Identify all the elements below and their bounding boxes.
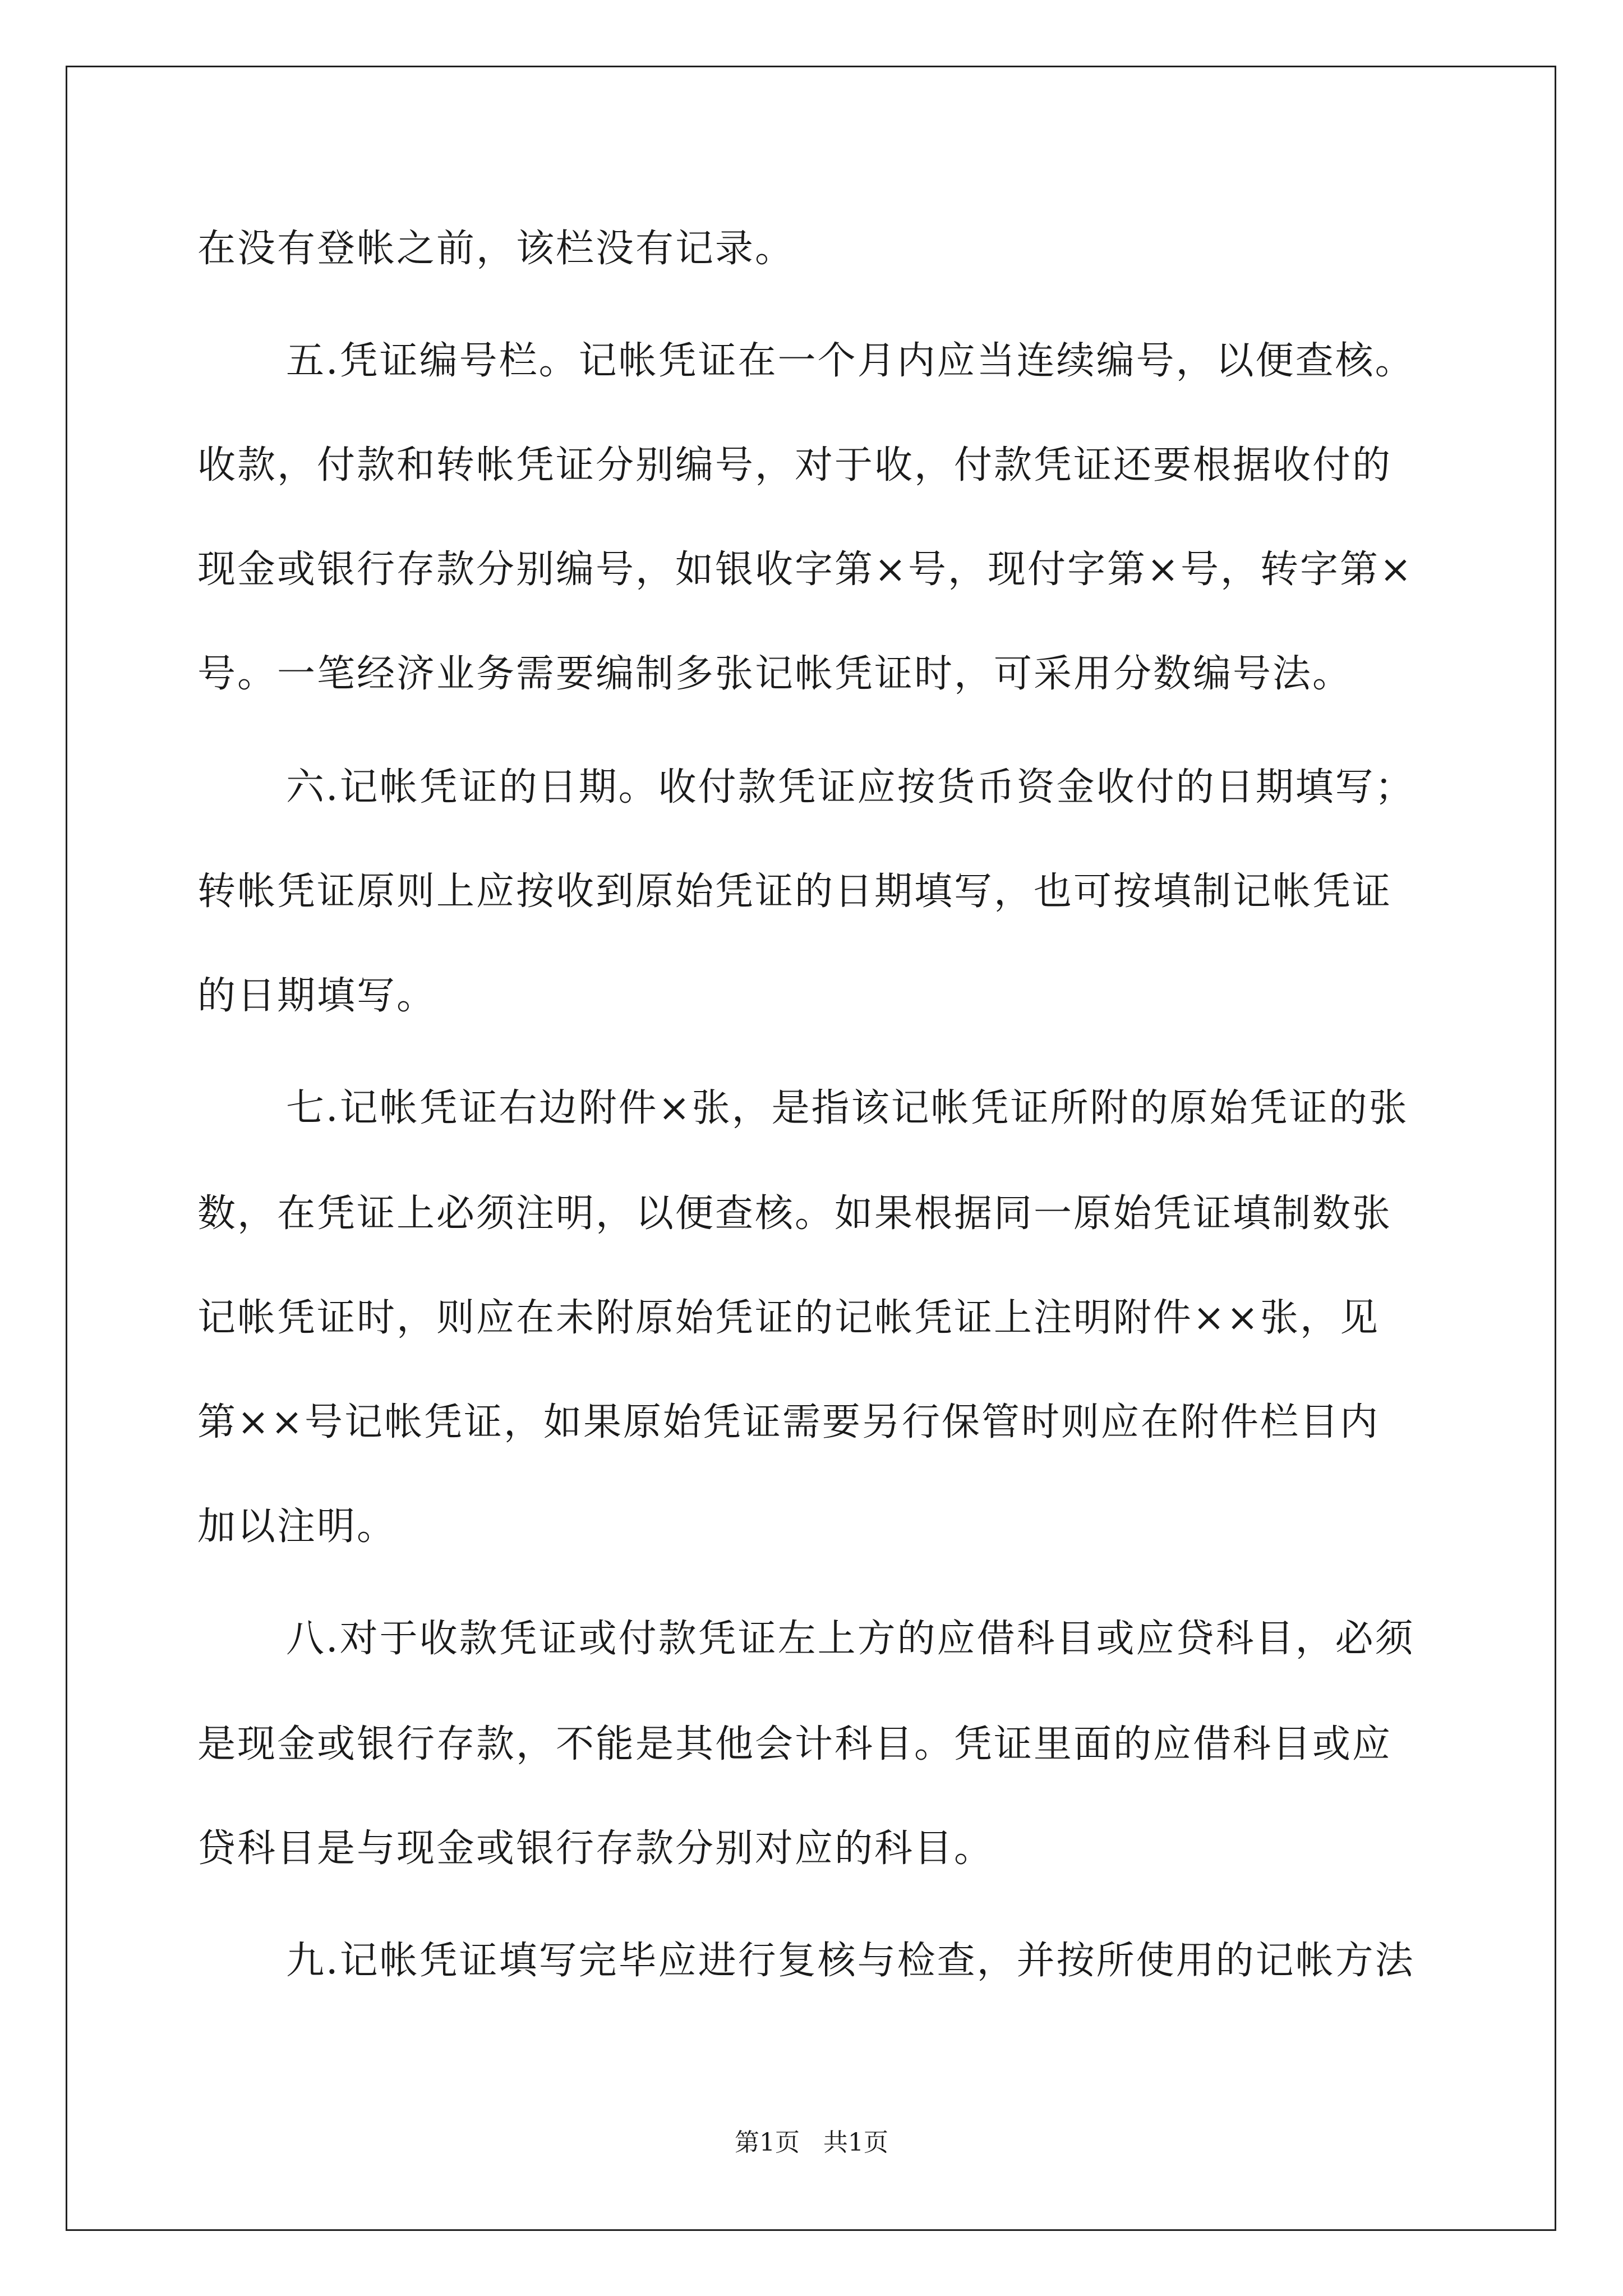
paragraph-nine-line: 九.记帐凭证填写完毕应进行复核与检查，并按所使用的记帐方法 xyxy=(286,1939,1415,1983)
paragraph-six-line: 六.记帐凭证的日期。收付款凭证应按货币资金收付的日期填写； xyxy=(286,765,1415,809)
text-line: 记帐凭证时，则应在未附原始凭证的记帐凭证上注明附件××张，见 xyxy=(197,1296,1380,1340)
page-footer xyxy=(0,2126,1623,2160)
paragraph-five-line: 五.凭证编号栏。记帐凭证在一个月内应当连续编号，以便查核。 xyxy=(286,339,1415,383)
text-line: 收款，付款和转帐凭证分别编号，对于收，付款凭证还要根据收付的 xyxy=(197,443,1393,487)
page-number: 第1页 xyxy=(735,2128,800,2157)
text-line: 贷科目是与现金或银行存款分别对应的科目。 xyxy=(197,1826,994,1871)
paragraph-eight-line: 八.对于收款凭证或付款凭证左上方的应借科目或应贷科目，必须 xyxy=(286,1617,1415,1661)
text-line: 现金或银行存款分别编号，如银收字第×号，现付字第×号，转字第× xyxy=(197,547,1413,592)
text-line: 转帐凭证原则上应按收到原始凭证的日期填写，也可按填制记帐凭证 xyxy=(197,869,1393,914)
text-line: 号。一笔经济业务需要编制多张记帐凭证时，可采用分数编号法。 xyxy=(197,652,1353,696)
text-line: 加以注明。 xyxy=(197,1504,397,1549)
page-border xyxy=(66,66,1556,2231)
text-line: 第××号记帐凭证，如果原始凭证需要另行保管时则应在附件栏目内 xyxy=(197,1400,1380,1444)
page-total: 共1页 xyxy=(823,2128,888,2157)
text-line: 的日期填写。 xyxy=(197,974,437,1018)
text-line: 在没有登帐之前，该栏没有记录。 xyxy=(197,227,795,271)
text-line: 数，在凭证上必须注明，以便查核。如果根据同一原始凭证填制数张 xyxy=(197,1191,1393,1236)
paragraph-seven-line: 七.记帐凭证右边附件×张，是指该记帐凭证所附的原始凭证的张 xyxy=(286,1086,1409,1130)
text-line: 是现金或银行存款，不能是其他会计科目。凭证里面的应借科目或应 xyxy=(197,1722,1393,1766)
